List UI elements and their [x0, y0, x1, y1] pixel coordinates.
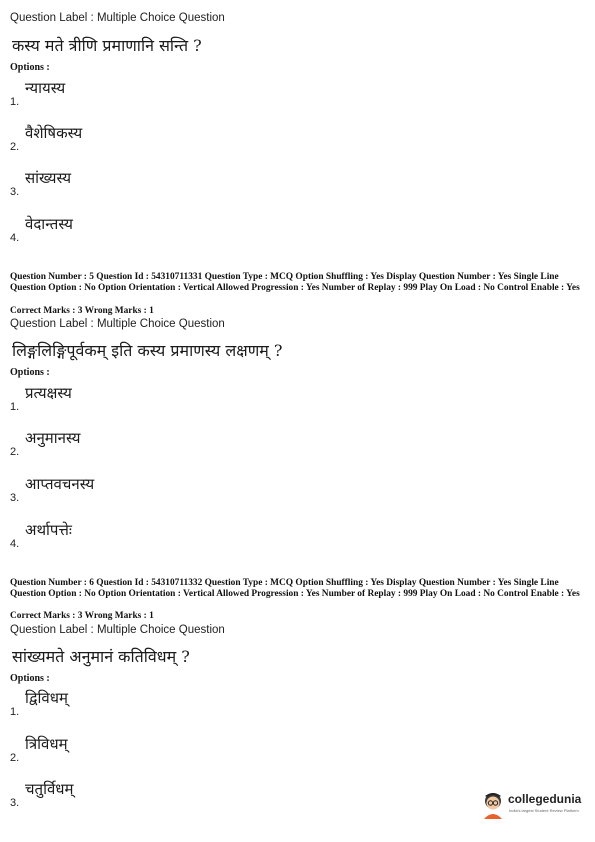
option-4[interactable] — [10, 214, 310, 252]
question-label: Question Label : Multiple Choice Question — [10, 12, 225, 24]
option-number: 4. — [10, 232, 20, 244]
marks-info: Correct Marks : 3 Wrong Marks : 1 — [10, 611, 154, 621]
question-meta: Question Number : 5 Question Id : 54310711331 Question Type : MCQ Option Shuffling : Yes Display Question Number : Yes Single Line Question Option : No Option Orientation : Vertical Allowed Progression : Yes Number of Replay : 999 Play On Load : No Control Enable : Yes — [10, 272, 580, 293]
option-3[interactable] — [10, 168, 310, 206]
option-3[interactable] — [10, 474, 310, 512]
option-number: 2. — [10, 446, 20, 458]
question-label: Question Label : Multiple Choice Question — [10, 318, 225, 330]
option-text: न्यायस्य — [25, 79, 66, 97]
option-text: चतुर्विधम् — [25, 780, 74, 798]
options-heading: Options : — [10, 62, 50, 73]
question-label: Question Label : Multiple Choice Question — [10, 624, 225, 636]
collegedunia-logo — [480, 788, 585, 822]
option-4[interactable] — [10, 520, 310, 558]
options-heading: Options : — [10, 367, 50, 378]
mascot-icon — [480, 790, 506, 820]
question-text: लिङ्गलिङ्गिपूर्वकम् इति कस्य प्रमाणस्य लक्षणम् ? — [12, 341, 283, 360]
question-meta: Question Number : 6 Question Id : 54310711332 Question Type : MCQ Option Shuffling : Yes Display Question Number : Yes Single Line Question Option : No Option Orientation : Vertical Allowed Progression : Yes Number of Replay : 999 Play On Load : No Control Enable : Yes — [10, 578, 580, 599]
logo-tagline: India's largest Student Review Platform — [509, 808, 579, 813]
option-3[interactable] — [10, 779, 310, 817]
options-heading: Options : — [10, 673, 50, 684]
option-number: 3. — [10, 186, 20, 198]
option-1[interactable] — [10, 688, 310, 726]
option-2[interactable] — [10, 428, 310, 466]
option-text: प्रत्यक्षस्य — [25, 384, 72, 402]
option-number: 4. — [10, 538, 20, 550]
option-2[interactable] — [10, 123, 310, 161]
option-2[interactable] — [10, 734, 310, 772]
option-text: आप्तवचनस्य — [25, 475, 95, 493]
option-text: वेदान्तस्य — [25, 215, 73, 233]
question-text: कस्य मते त्रीणि प्रमाणानि सन्ति ? — [12, 36, 202, 55]
option-text: सांख्यस्य — [25, 169, 72, 187]
option-number: 3. — [10, 797, 20, 809]
option-text: द्विविधम् — [25, 689, 68, 707]
option-number: 3. — [10, 492, 20, 504]
option-number: 2. — [10, 752, 20, 764]
option-number: 1. — [10, 96, 20, 108]
question-text: सांख्यमते अनुमानं कतिविधम् ? — [12, 647, 190, 666]
option-number: 1. — [10, 706, 20, 718]
option-text: अर्थापत्तेः — [25, 521, 72, 539]
option-text: त्रिविधम् — [25, 735, 68, 753]
marks-info: Correct Marks : 3 Wrong Marks : 1 — [10, 306, 154, 316]
logo-name: collegedunia — [508, 792, 582, 806]
option-number: 2. — [10, 141, 20, 153]
option-1[interactable] — [10, 383, 310, 421]
option-text: वैशेषिकस्य — [25, 124, 83, 142]
option-1[interactable] — [10, 78, 310, 116]
option-text: अनुमानस्य — [25, 429, 81, 447]
option-number: 1. — [10, 401, 20, 413]
